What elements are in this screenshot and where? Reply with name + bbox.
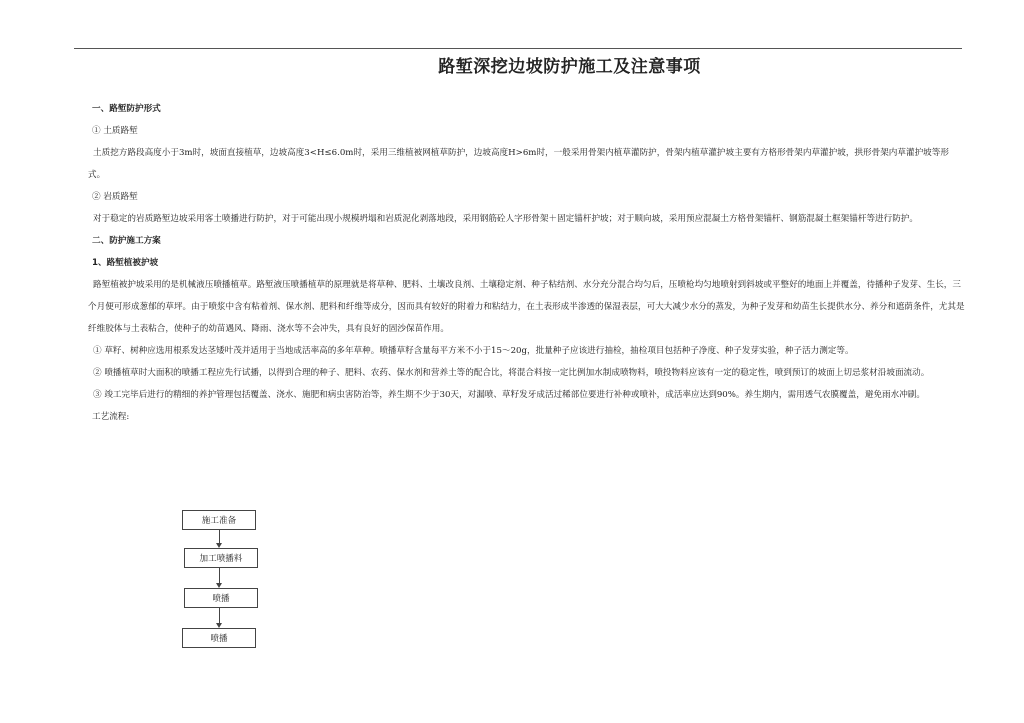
- flow-step-1: 施工准备: [182, 510, 256, 530]
- flow-step-3: 喷播: [184, 588, 258, 608]
- process-flow-label: 工艺流程:: [92, 412, 130, 422]
- section-2-heading: 二、防护施工方案: [92, 236, 161, 246]
- section-2-paragraph-1: 路堑植被护坡采用的是机械液压喷播植草。路堑液压喷播植草的原理就是将草种、肥料、土壤改良剂、土壤稳定剂、种子粘结剂、水分充分混合均匀后，压喷枪均匀地喷射到斜坡或平整好的地面上并覆盖，待播种子发芽、生长，三个月便可形成葱郁的草坪。由于喷浆中含有粘着剂、保水剂、肥料和纤维等成分，因而具有较好的附着力和粘结力，在土表形成半渗透的保湿表层，可大大减少水分的蒸发，为种子发芽和幼苗生长提供水分、养分和遮荫条件，尤其是纤维胶体与土表粘合，使种子的幼苗遇风、降雨、浇水等不会冲失，具有良好的固沙保苗作用。: [88, 280, 965, 334]
- section-1-paragraph-soil: 土质挖方路段高度小于3m时，坡面直接植草，边坡高度3<H≤6.0m时，采用三维植被网植草防护，边坡高度H>6m时，一般采用骨架内植草灌防护，骨架内植草灌护坡主要有方格形骨架内草灌护坡，拱形骨架内草灌护坡等形式。: [88, 148, 949, 180]
- flow-connector: [219, 530, 220, 544]
- section-1-heading: 一、路堑防护形式: [92, 104, 161, 114]
- flow-connector: [219, 608, 220, 624]
- flow-step-2: 加工喷播料: [184, 548, 258, 568]
- flow-connector: [219, 568, 220, 584]
- flow-step-4: 喷播: [182, 628, 256, 648]
- section-2-paragraph-3: ② 喷播植草时大面积的喷播工程应先行试播，以得到合理的种子、肥料、农药、保水剂和营养土等的配合比，将混合料按一定比例加水制成喷物料，喷投物料应该有一定的稳定性，喷到预订的坡面上切忌浆材沿坡面流动。: [93, 368, 930, 378]
- flow-arrow-icon: [216, 583, 222, 588]
- document-body: [88, 98, 966, 428]
- page-title: 路堑深挖边坡防护施工及注意事项: [438, 57, 701, 77]
- section-1-paragraph-rock: 对于稳定的岩质路堑边坡采用客土喷播进行防护，对于可能出现小规模坍塌和岩质泥化剥落地段，采用钢筋砼人字形骨架＋固定锚杆护坡；对于顺向坡，采用预应混凝土方格骨架锚杆、钢筋混凝土框架锚杆等进行防护。: [93, 214, 919, 224]
- section-2-paragraph-4: ③ 竣工完毕后进行的精细的养护管理包括覆盖、浇水、施肥和病虫害防治等，养生期不少于30天，对漏喷、草籽发牙成活过稀部位要进行补种或喷补，成活率应达到90%。养生期内，需用透气农膜覆盖，避免雨水冲刷。: [93, 390, 925, 400]
- flow-arrow-icon: [216, 623, 222, 628]
- header-rule: [74, 48, 962, 49]
- section-2-paragraph-2: ① 草籽、树种应选用根系发达茎矮叶茂并适用于当地成活率高的多年草种。喷播草籽含量每平方米不小于15～20g，批量种子应该进行抽检，抽检项目包括种子净度、种子发芽实验，种子活力测定等。: [93, 346, 854, 356]
- section-2-subheading: 1、路堑植被护坡: [92, 258, 159, 268]
- flow-arrow-icon: [216, 543, 222, 548]
- section-1-subheading-rock: ② 岩质路堑: [92, 192, 138, 202]
- section-1-subheading-soil: ① 土质路堑: [92, 126, 138, 136]
